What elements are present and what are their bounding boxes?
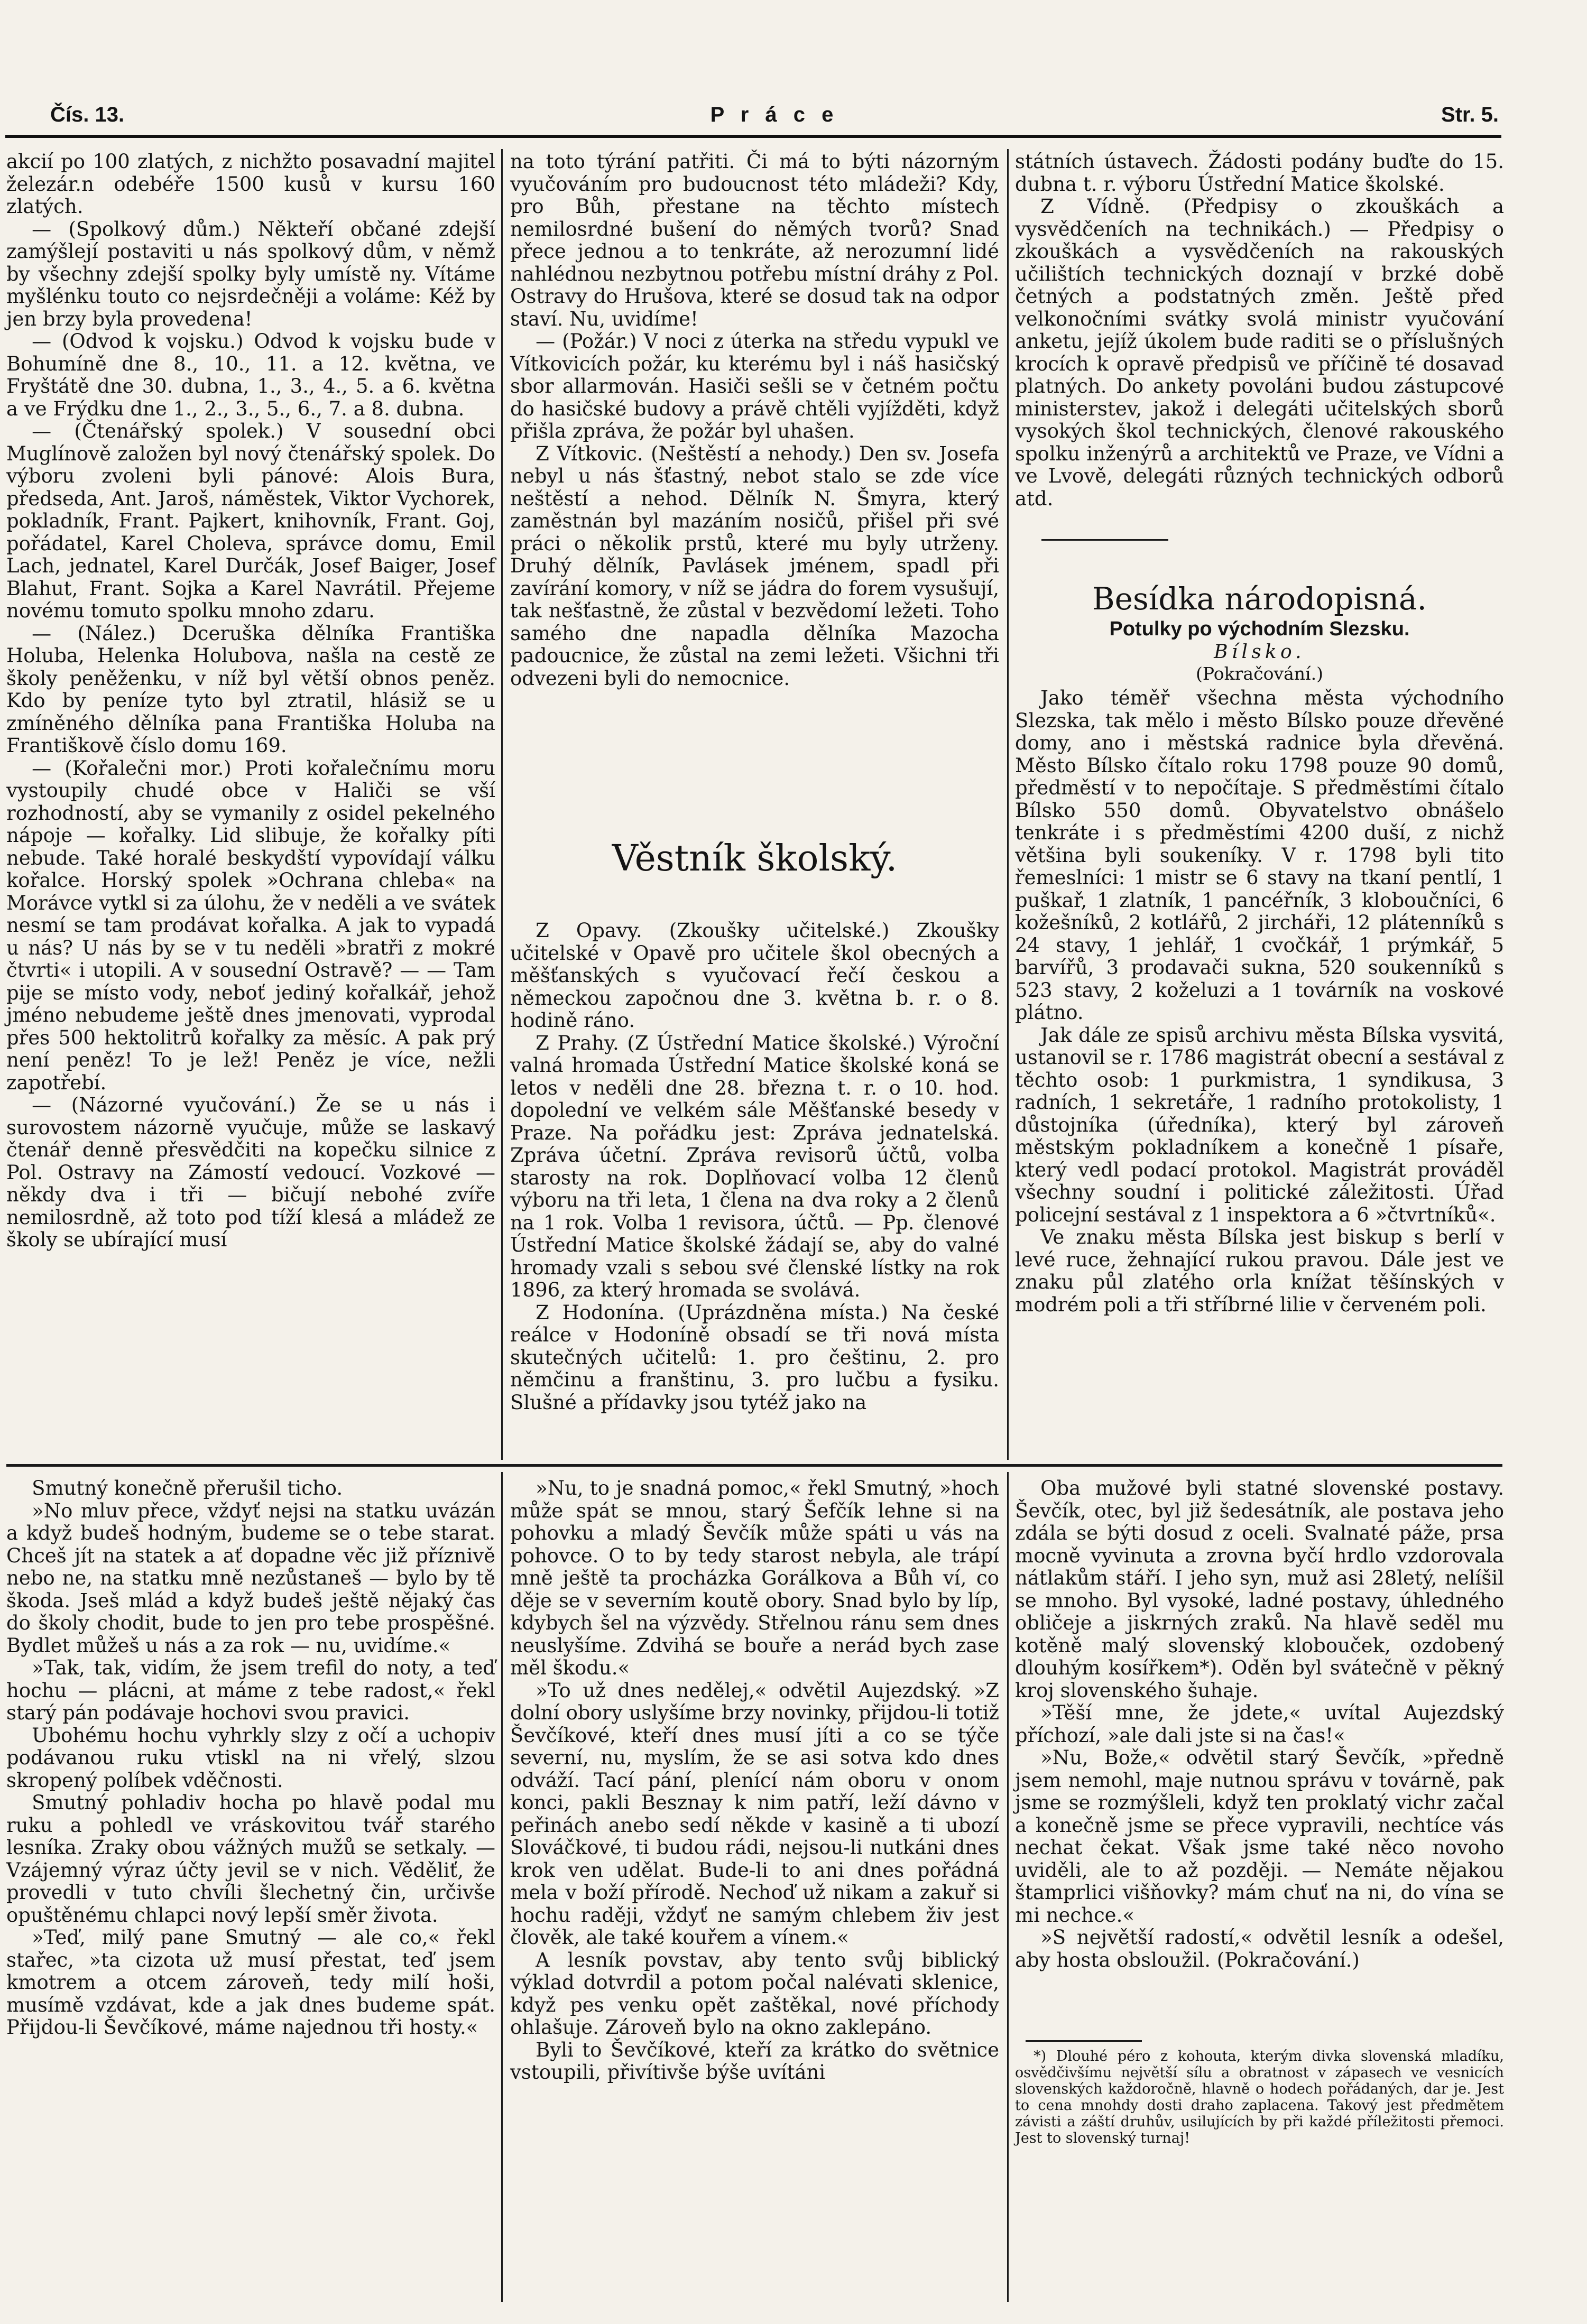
besidka-place: Bílsko. bbox=[1214, 641, 1305, 663]
newspaper-title: P r á c e bbox=[710, 103, 839, 126]
paragraph: — (Kořalečni mor.) Proti kořalečnímu moru vystoupily chudé obce v Haliči se vší rozhodností, aby se vymanily z osidel pekelného nápoje — kořalky. Lid slibuje, že kořalky píti nebude. Také horalé beskydští vypovídají válku kořalce. Horský spolek »Ochrana chleba« na Morávce vytkl si za úlohu, že v neděli a ve svátek nesmí se tam prodávat kořalka. A jak to vypadá u nás? U nás by se v tu neděli »bratři z mokré čtvrti« i utopili. A v sousední Ostravě? — — Tam pije se místo vody, neboť jediný kořalkář, jehož jméno nebudeme ještě dnes jmenovati, vyprodal přes 500 hektolitrů kořalky za měsíc. A pak prý není peněz! To je lež! Peněz je více, nežli zapotřebí. bbox=[6, 756, 495, 1094]
paragraph: Smutný konečně přerušil ticho. bbox=[32, 1477, 343, 1499]
paragraph: Z Vítkovic. (Neštěstí a nehody.) Den sv. Josefa nebyl u nás šťastný, nebot stalo se zde více neštěstí a nehod. Dělník N. Šmyra, který zaměstnán byl mazáním nosičů, přišel při své práci o několik prstů, které mu byly utrženy. Druhý dělník, Pavlásek jménem, spadl při zavírání komory, v níž se jádra do forem vysušují, tak nešťastně, že zůstal v bezvědomí ležeti. Toho samého dne napadla dělníka Mazocha padoucnice, že zůstal na zemi ležeti. Všichni tři odvezeni byli do nemocnice. bbox=[510, 442, 999, 690]
page-number: Str. 5. bbox=[1441, 103, 1499, 126]
school-news-column bbox=[510, 920, 999, 1456]
paragraph: Z Hodonína. (Uprázdněna místa.) Na české reálce v Hodoníně obsadí se tři nová místa skutečných učitelů: 1. pro češtinu, 2. pro němčinu a franštinu, 3. pro lučbu a fysiku. Slušné a přídavky jsou tytéž jako na bbox=[510, 1301, 999, 1414]
paragraph: Ubohému hochu vyhrkly slzy z očí a uchopiv podávanou ruku vtiskl na ni vřelý, slzou skropený políbek vděčnosti. bbox=[6, 1724, 495, 1792]
paragraph: na toto týrání patřiti. Či má to býti názorným vyučováním pro budoucnost této mládeži? Kdy, pro Bůh, přestane na těchto místech nemilosrdné bušení do němých tvorů? Snad přece jednou a to tenkráte, až nerozumní lidé nahlédnou nezbytnou potřebu místní dráhy z Pol. Ostravy do Hrušova, které se dosud tak na odpor staví. Nu, uvidíme! bbox=[510, 150, 999, 330]
header-rule bbox=[5, 135, 1501, 138]
section-title-besidka: Besídka národopisná. bbox=[1092, 581, 1427, 617]
news-column-3 bbox=[1015, 150, 1504, 510]
news-column-2 bbox=[510, 151, 999, 822]
running-head bbox=[50, 103, 1499, 135]
footnote bbox=[1015, 2048, 1504, 2312]
paragraph: Ve znaku města Bílska jest biskup s berlí v levé ruce, žehnající rukou pravou. Dále jest ve znaku půl zlatého orla knížat těšínských v modrém poli a tři stříbrné lilie v červeném poli. bbox=[1015, 1226, 1504, 1316]
besidka-continuation: (Pokračování.) bbox=[1196, 663, 1323, 684]
issue-number: Čís. 13. bbox=[50, 103, 125, 126]
paragraph: A lesník povstav, aby tento svůj biblický výklad dotvrdil a potom počal nalévati sklenice, když pes venku opět zaštěkal, nové příchody ohlašuje. Zároveň bylo na okno zaklepáno. bbox=[510, 1948, 999, 2039]
paragraph: »S největší radostí,« odvětil lesník a odešel, aby hosta obsloužil. (Pokračování.) bbox=[1015, 1926, 1504, 1971]
section-divider bbox=[6, 1464, 1502, 1467]
paragraph: »Nu, Bože,« odvětil starý Ševčík, »předně jsem nemohl, maje nutnou správu v továrně, pak jsme se rozmýšleli, když ten proklatý vichr začal a konečně jsme se přece vypravili, nechtíce vás nechat čekat. Však jsme také něco novoho uviděli, ale to až později. — Nemáte nějakou štamprlici višňovky? mám chuť na ni, do vína se mi nechce.« bbox=[1015, 1746, 1504, 1927]
paragraph: — (Odvod k vojsku.) Odvod k vojsku bude v Bohumíně dne 8., 10., 11. a 12. května, ve Fryštátě dne 30. dubna, 1., 3., 4., 5. a 6. května a ve Frýdku dne 1., 2., 3., 5., 6., 7. a 8. dubna. bbox=[6, 330, 495, 420]
short-rule bbox=[1041, 539, 1168, 541]
paragraph: — (Požár.) V noci z úterka na středu vypukl ve Vítkovicích požár, ku kterému byl i náš hasičský sbor allarmován. Hasiči sešli se v četném počtu do hasičské budovy a právě chtěli vyjížděti, když přišla zpráva, že požár byl uhašen. bbox=[510, 330, 999, 442]
paragraph: Byli to Ševčíkové, kteří za krátko do světnice vstoupili, přivítivše býše uvítáni bbox=[510, 2038, 999, 2084]
paragraph: Jak dále ze spisů archivu města Bílska vysvitá, ustanovil se r. 1786 magistrát obecní a sestával z těchto osob: 1 purkmistra, 1 syndikusa, 3 radních, 1 sekretáře, 1 radního protokolisty, 1 důstojníka (úředníka), který byl zároveň městským pokladníkem a konečně 1 písaře, který vedl podací protokol. Magistrát prováděl všechny soudní i politické záležitosti. Úřad policejní sestával z 1 inspektora a 6 »čtvrtníků«. bbox=[1015, 1023, 1504, 1226]
besidka-subtitle: Potulky po východním Slezsku. bbox=[1109, 618, 1410, 640]
paragraph: Z Prahy. (Z Ústřední Matice školské.) Výroční valná hromada Ústřední Matice školské koná se letos v neděli dne 28. března t. r. o 10. hod. dopolední ve velkém sále Měšťanské besedy v Praze. Na pořádku jest: Zpráva jednatelská. Zpráva účetní. Zpráva revisorů účtů, volba starosty na rok. Doplňovací volba 12 členů výboru na tři leta, 1 člena na dva roky a 2 členů na 1 rok. Volba 1 revisora, účtů. — Pp. členové Ústřední Matice školské žádají se, aby do valné hromady vzali s sebou své členské lístky na rok 1896, za který hromada se svolává. bbox=[510, 1031, 999, 1301]
paragraph: státních ústavech. Žádosti podány buďte do 15. dubna t. r. výboru Ústřední Matice školské. bbox=[1015, 150, 1504, 196]
paragraph: — (Spolkový dům.) Někteří občané zdejší zamýšlejí postaviti u nás spolkový dům, v němž by všechny zdejší spolky byly umístě ny. Vítáme myšlénku touto co nejsrdečněji a voláme: Kéž by jen brzy byla provedena! bbox=[6, 217, 495, 330]
besidka-column bbox=[1015, 687, 1504, 1459]
story-column-2 bbox=[510, 1477, 999, 2318]
paragraph: — (Čtenářský spolek.) V sousední obci Muglínově založen byl nový čtenářský spolek. Do výboru zvoleni byli pánové: Alois Bura, předseda, Ant. Jaroš, náměstek, Viktor Vychorek, pokladník, Frant. Pajkert, knihovník, Frant. Goj, pořádatel, Karel Choleva, správce domu, Emil Lach, jednatel, Karel Durčák, Josef Baiger, Josef Blahut, Frant. Sojka a Karel Navrátil. Přejeme novému tomuto spolku mnoho zdaru. bbox=[6, 420, 495, 622]
paragraph: akcií po 100 zlatých, z nichžto posavadní majitel železár.n odebéře 1500 kusů v kursu 160 zlatých. bbox=[6, 150, 495, 218]
column-divider bbox=[1007, 1472, 1009, 2302]
section-title-vestnik: Věstník školský. bbox=[612, 838, 898, 879]
paragraph: — (Názorné vyučování.) Že se u nás i surovostem názorně vyučuje, může se laskavý čtenář denně přesvědčiti na kopečku silnice z Pol. Ostravy na Zámostí vedoucí. Vozkové — někdy dva i tři — bičují nebohé zvíře nemilosrdně, až toto pod tíží klesá a mládež ze školy se ubírající musí bbox=[6, 1094, 495, 1251]
paragraph: Oba mužové byli statné slovenské postavy. Ševčík, otec, byl již šedesátník, ale postava jeho zdála se býti dosud z oceli. Svalnaté páže, prsa mocně vyvinuta a zrovna byčí hrdlo vzdorovala nátlakům stáří. I jeho syn, muž asi 28letý, nelíšil se mnoho. Byl vysoké, ladné postavy, úhledného obličeje a jiskrných zraků. Na hlavě seděl mu kotěně malý slovenský klobouček, ozdobený dlouhým kosířkem*). Oděn byl svátečně v pěkný kroj slovenského šuhaje. bbox=[1015, 1477, 1504, 1702]
paragraph: Jako téměř všechna města východního Slezska, tak mělo i město Bílsko pouze dřevěné domy, ano i městská radnice byla dřevěná. Město Bílsko čítalo roku 1798 pouze 90 domů, předměstí v to nepočítaje. S předměstími čítalo Bílsko 550 domů. Obyvatelstvo obnášelo tenkráte i s předměstími 4200 duší, z nichž většina byli soukeníky. V r. 1798 byli tito řemeslníci: 1 mistr se 6 stavy na tkaní pentlí, 1 puškař, 1 zlatník, 1 pancéřník, 3 kloboučníci, 6 kožešníků, 2 kotlářů, 2 jircháři, 12 plátenníků s 24 stavy, 1 jehlář, 1 cvočkář, 1 prýmkář, 5 barvířů, 3 prodavači sukna, 520 soukenníků s 523 stavy, 2 koželuzi a 1 továrník na voskové plátno. bbox=[1015, 687, 1504, 1024]
paragraph: Smutný pohladiv hocha po hlavě podal mu ruku a pohledl ve vráskovitou tvář starého lesníka. Zraky obou vážných mužů se setkaly. — Vzájemný výraz účty jevil se v nich. Věděliť, že provedli v tuto chvíli šlechetný čin, určivše opuštěnému chlapci nový lepší směr života. bbox=[6, 1791, 495, 1927]
paragraph: »To už dnes nedělej,« odvětil Aujezdský. »Z dolní obory uslyšíme brzy novinky, přijdou-li totiž Ševčíkové, kteří dnes musí jíti a co se týče severní, nu, myslím, že se asi sotva kdo dnes odváží. Tací pání, plenící nám oboru v onom konci, pakli Besznay k nim patří, leží dávno v peřinách anebo sedí někde v kasině a ti ubozí Slováčkové, ti budou rádi, nejsou-li nutkáni dnes krok ven udělat. Bude-li to ani dnes pořádná mela v boží přírodě. Nechoď už nikam a zakuř si hochu raději, vždyť ne samým chlebem živ jest člověk, ale také kouřem a vínem.« bbox=[510, 1679, 999, 1949]
story-column-3 bbox=[1015, 1477, 1504, 2038]
footnote-text: *) Dlouhé péro z kohouta, kterým divka slovenská mladíku, osvědčivšímu největší sílu a obratnost v zápasech ve vesnicích slovenských každoročně, hlavně o hodech pořádaných, dar je. Jest to cena mnohdy dosti draho zaplacena. Takový jest předmětem závisti a záští druhův, usilujících by při každé příležitosti přemoci. Jest to slovenský turnaj! bbox=[1015, 2048, 1504, 2146]
paragraph: Z Opavy. (Zkoušky učitelské.) Zkoušky učitelské v Opavě pro učitele škol obecných a měšťanských s vyučovací řečí českou a německou započnou dne 3. května b. r. o 8. hodině ráno. bbox=[510, 919, 999, 1032]
paragraph: »Teď, milý pane Smutný — ale co,« řekl stařec, »ta cizota už musí přestat, teď jsem kmotrem a otcem zároveň, tedy milí hoši, musímě vzdávat, kde a jak dnes budeme spát. Přijdou-li Ševčíkové, máme najednou tři hosty.« bbox=[6, 1926, 495, 2039]
news-column-1 bbox=[6, 151, 495, 1456]
paragraph: »Těší mne, že jdete,« uvítal Aujezdský příchozí, »ale dali jste si na čas!« bbox=[1015, 1701, 1504, 1747]
paragraph: »Tak, tak, vidím, že jsem trefil do noty, a teď hochu — plácni, at máme z tebe radost,« řekl starý pán podávaje hochovi svou pravici. bbox=[6, 1656, 495, 1724]
paragraph: Z Vídně. (Předpisy o zkouškách a vysvědčeních na technikách.) — Předpisy o zkouškách a vysvědčeních na rakouských učilištích technických doznají v brzké době četných a podstatných změn. Ještě před velkonočními svátky svolá ministr vyučování anketu, jejíž úkolem bude raditi se o příslušných krocích k opravě předpisů ve příčině té dosavad platných. Do ankety povoláni budou zástupcové ministerstev, jakož i delegáti učitelských sborů vysokých škol technických, členové rakouského spolku inženýrů a architektů ve Praze, ve Vídni a ve Lvově, delegáti různých technických odborů atd. bbox=[1015, 195, 1504, 510]
paragraph: »Nu, to je snadná pomoc,« řekl Smutný, »hoch může spát se mnou, starý Šefčík lehne si na pohovku a mladý Ševčík může spáti u vás na pohovce. O to by tedy starost nebyla, ale trápí mně ještě ta procházka Gorálkova a Bůh ví, co děje se v severním koutě obory. Snad bylo by líp, kdybych šel na výzvědy. Střelnou ránu sem dnes neuslyšíme. Zdvihá se bouře a nerád bych zase měl škodu.« bbox=[510, 1477, 999, 1679]
paragraph: »No mluv přece, vždyť nejsi na statku uvázán a když budeš hodným, budeme se o tebe starat. Chceš jít na statek a ať dopadne věc již příznivě nebo ne, na statku mně nezůstaneš — bylo by tě škoda. Jseš mlád a když budeš ještě nějaký čas do školy chodit, bude to jen pro tebe prospěšné. Bydlet můžeš u nás a za rok — nu, uvidíme.« bbox=[6, 1499, 495, 1657]
story-column-1 bbox=[6, 1477, 495, 2318]
column-divider bbox=[501, 149, 503, 1460]
paragraph: — (Nález.) Dceruška dělníka Františka Holuba, Helenka Holubova, našla na cestě ze školy peněženku, v níž byl větší obnos peněz. Kdo by peníze tyto byl ztratil, hlásiž se u zmíněného dělníka pana Františka Holuba na Františkově číslo domu 169. bbox=[6, 622, 495, 757]
column-divider bbox=[1007, 149, 1009, 1460]
footnote-rule bbox=[1026, 2040, 1142, 2042]
column-divider bbox=[501, 1472, 503, 2302]
